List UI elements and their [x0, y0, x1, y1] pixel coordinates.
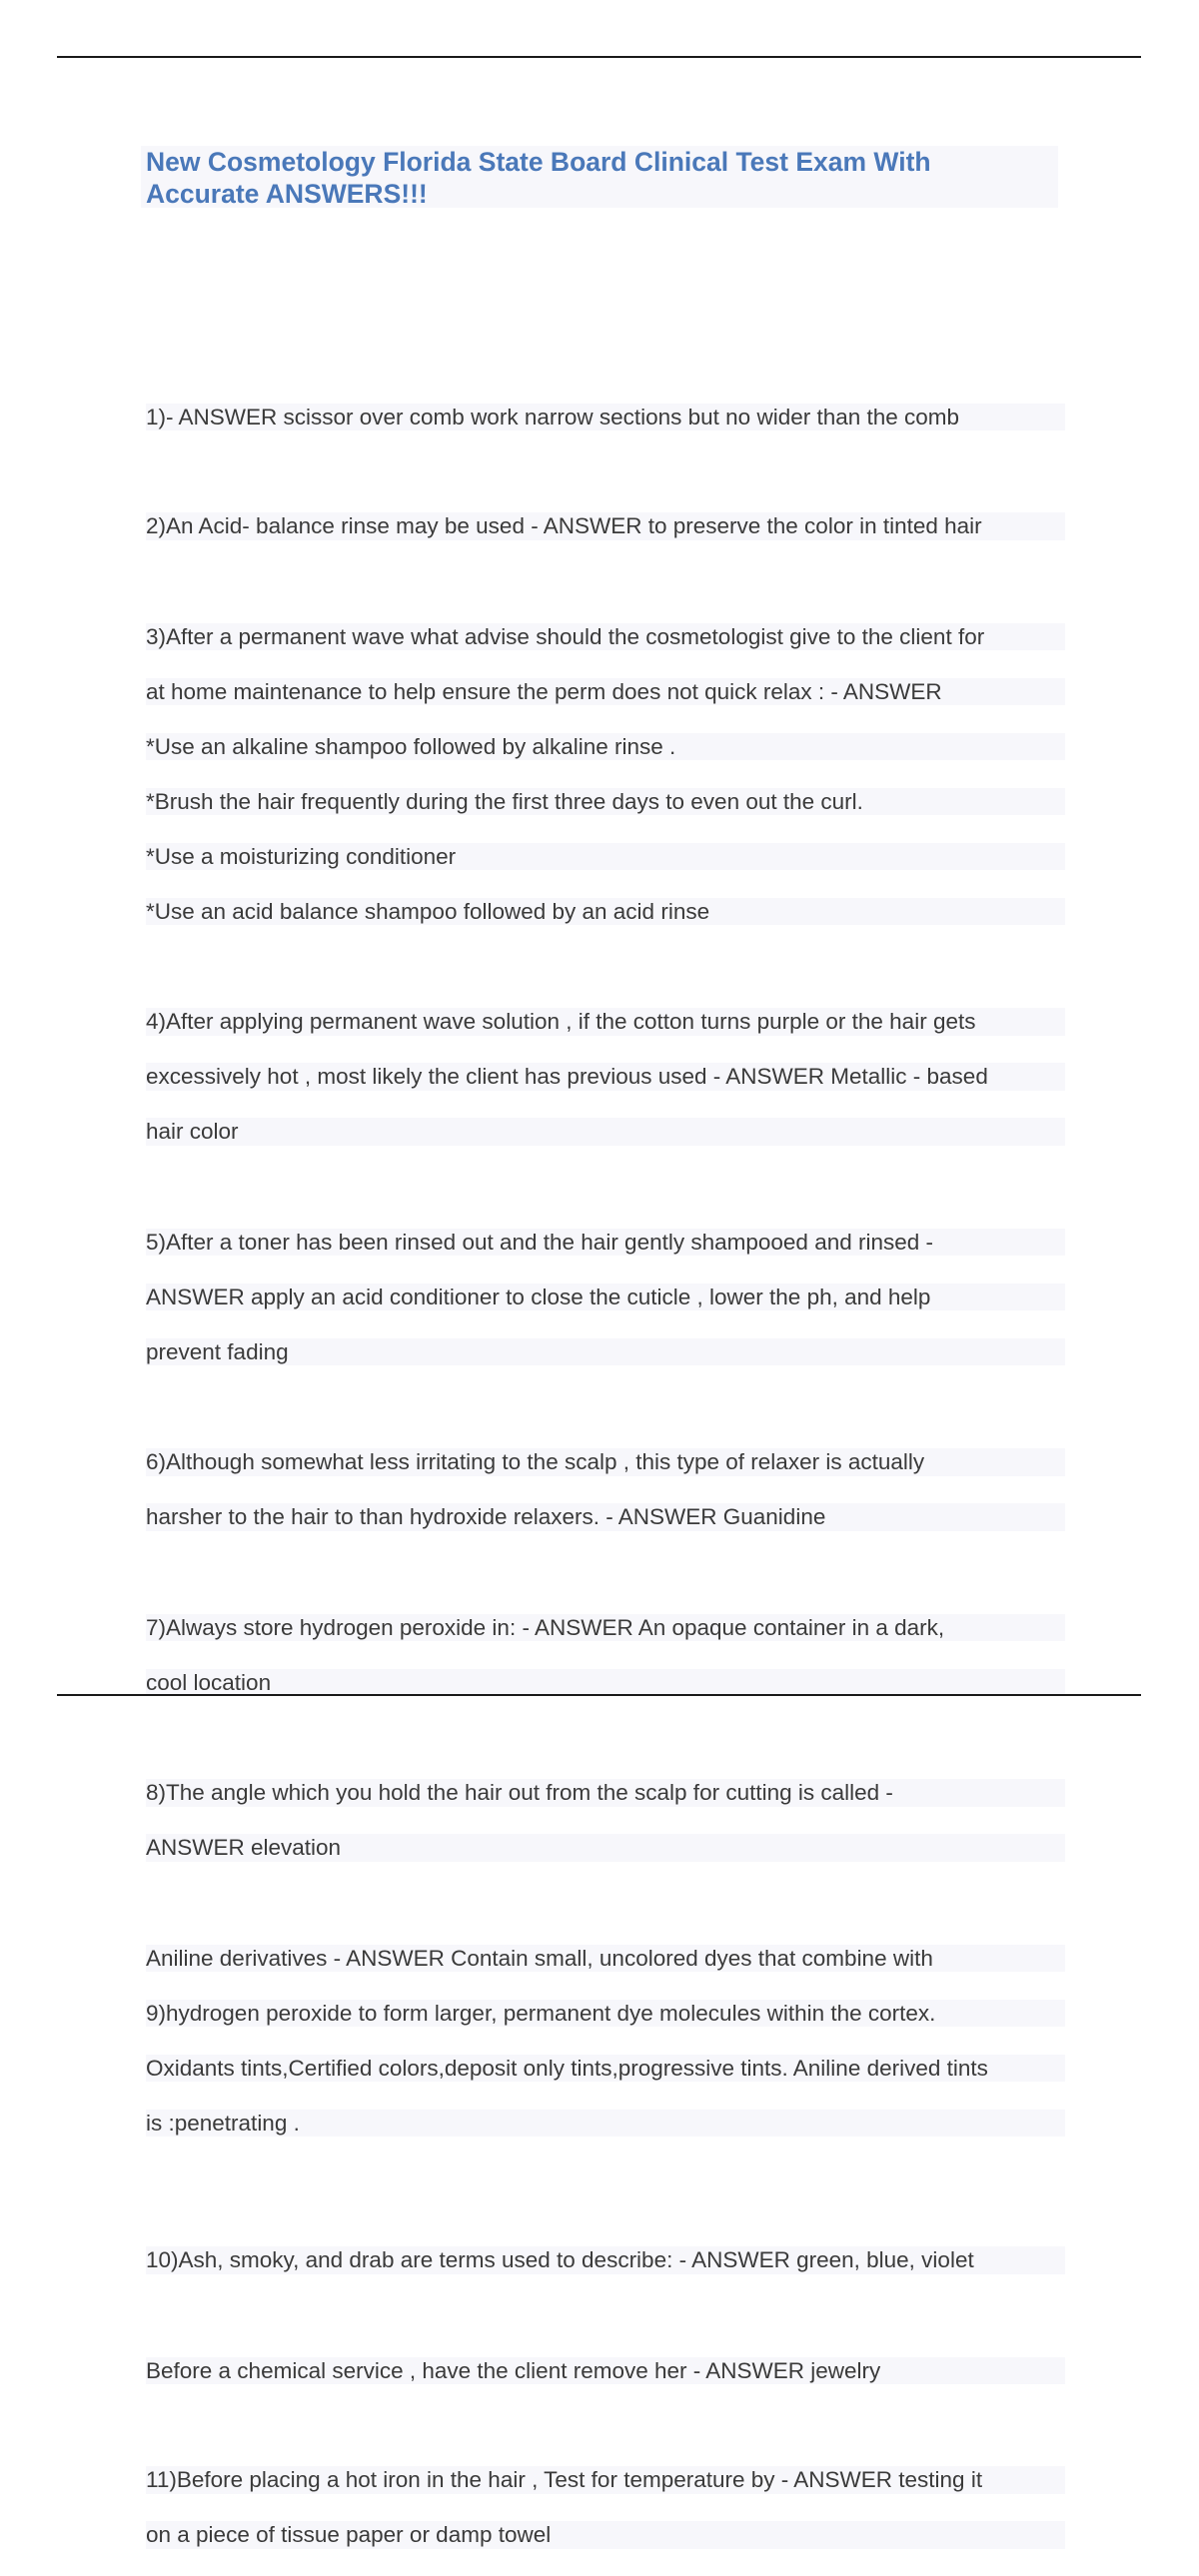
- qa-line: *Use an acid balance shampoo followed by an acid rinse: [146, 898, 1065, 926]
- qa-item-5: [146, 1201, 1065, 1393]
- qa-line: 5)After a toner has been rinsed out and the hair gently shampooed and rinsed -: [146, 1229, 1065, 1257]
- qa-line: hair color: [146, 1118, 1065, 1146]
- qa-line: prevent fading: [146, 1338, 1065, 1366]
- qa-item-12: [146, 2439, 1065, 2576]
- document-title: New Cosmetology Florida State Board Clinical Test Exam With Accurate ANSWERS!!!: [146, 146, 1045, 210]
- qa-item-2: [146, 485, 1065, 568]
- qa-line: Aniline derivatives - ANSWER Contain small, uncolored dyes that combine with: [146, 1945, 1065, 1973]
- qa-line: 1)- ANSWER scissor over comb work narrow sections but no wider than the comb: [146, 404, 1065, 431]
- qa-line: on a piece of tissue paper or damp towel: [146, 2521, 1065, 2549]
- qa-item-3: [146, 595, 1065, 953]
- qa-item-6: [146, 1421, 1065, 1559]
- qa-line: 2)An Acid- balance rinse may be used - ANSWER to preserve the color in tinted hair: [146, 512, 1065, 540]
- qa-item-9: [146, 1917, 1065, 2164]
- qa-line: 9)hydrogen peroxide to form larger, permanent dye molecules within the cortex.: [146, 2000, 1065, 2028]
- qa-line: 10)Ash, smoky, and drab are terms used to describe: - ANSWER green, blue, violet: [146, 2246, 1065, 2274]
- top-rule: [57, 56, 1141, 58]
- qa-item-11: [146, 2329, 1065, 2412]
- qa-line: excessively hot , most likely the client has previous used - ANSWER Metallic - based: [146, 1063, 1065, 1091]
- qa-line: 4)After applying permanent wave solution , if the cotton turns purple or the hair gets: [146, 1008, 1065, 1036]
- qa-line: 11)Before placing a hot iron in the hair , Test for temperature by - ANSWER testing it: [146, 2466, 1065, 2494]
- qa-item-8: [146, 1752, 1065, 1890]
- qa-line: Before a chemical service , have the client remove her - ANSWER jewelry: [146, 2357, 1065, 2385]
- qa-item-4: [146, 981, 1065, 1174]
- bottom-rule: [57, 1694, 1141, 1696]
- qa-line: at home maintenance to help ensure the perm does not quick relax : - ANSWER: [146, 678, 1065, 706]
- qa-line: 7)Always store hydrogen peroxide in: - ANSWER An opaque container in a dark,: [146, 1614, 1065, 1642]
- qa-item-7: [146, 1586, 1065, 1724]
- qa-line: *Brush the hair frequently during the first three days to even out the curl.: [146, 788, 1065, 816]
- qa-line: Oxidants tints,Certified colors,deposit only tints,progressive tints. Aniline derived tints: [146, 2055, 1065, 2083]
- qa-line: is :penetrating .: [146, 2110, 1065, 2138]
- qa-line: 6)Although somewhat less irritating to the scalp , this type of relaxer is actually: [146, 1448, 1065, 1476]
- qa-line: ANSWER elevation: [146, 1834, 1065, 1862]
- qa-item-1: [146, 376, 1065, 458]
- qa-item-10: [146, 2219, 1065, 2302]
- qa-line: *Use an alkaline shampoo followed by alkaline rinse .: [146, 733, 1065, 761]
- qa-line: cool location: [146, 1669, 1065, 1697]
- qa-line: ANSWER apply an acid conditioner to close the cuticle , lower the ph, and help: [146, 1284, 1065, 1311]
- question-list: [146, 376, 1065, 2576]
- qa-line: 8)The angle which you hold the hair out from the scalp for cutting is called -: [146, 1779, 1065, 1807]
- qa-line: harsher to the hair to than hydroxide relaxers. - ANSWER Guanidine: [146, 1503, 1065, 1531]
- qa-line: 3)After a permanent wave what advise should the cosmetologist give to the client for: [146, 623, 1065, 651]
- qa-line: *Use a moisturizing conditioner: [146, 843, 1065, 871]
